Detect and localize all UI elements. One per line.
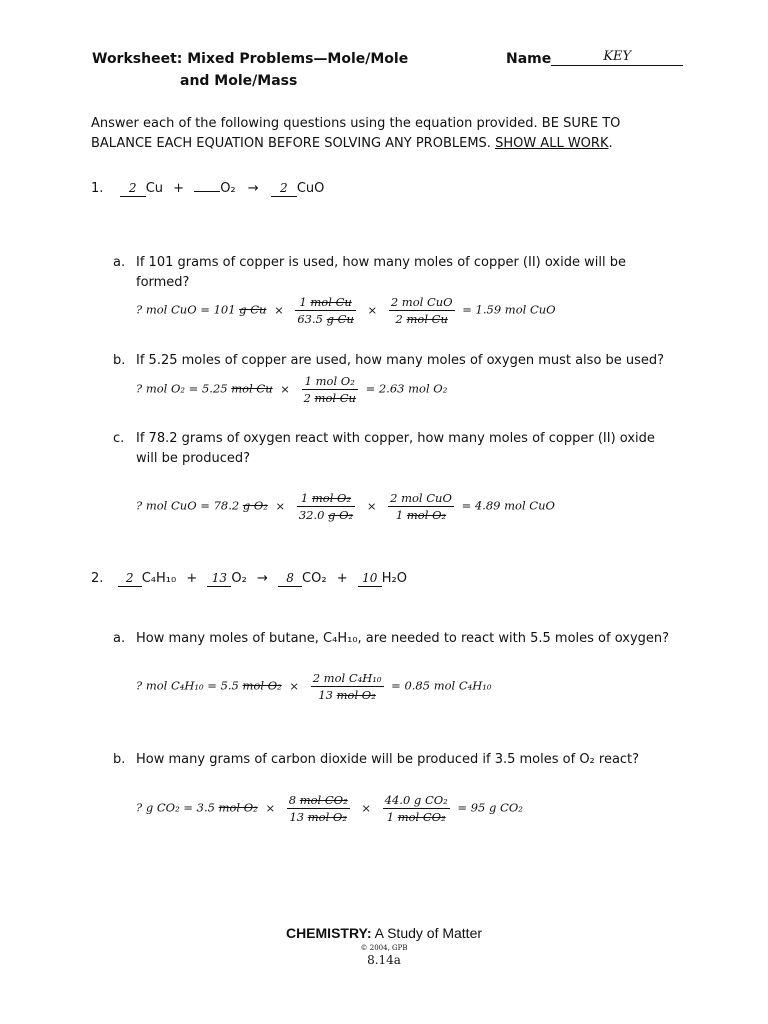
problem1a-label: a. bbox=[113, 255, 126, 270]
reaction-arrow-icon: → bbox=[247, 181, 259, 196]
problem1b-question-line1: If 5.25 moles of copper are used, how many moles of oxygen must also be used? bbox=[136, 353, 665, 368]
problem1-number: 1. bbox=[91, 181, 104, 196]
worksheet-title-line1: Worksheet: Mixed Problems—Mole/Mole bbox=[92, 51, 409, 67]
problem1a-question-line1: If 101 grams of copper is used, how many moles of copper (II) oxide will be bbox=[136, 255, 626, 270]
problem1b-solution: ? mol O₂ = 5.25 mol Cu × $\frac{\text{1 mol O₂}}{\text{2 mol Cu}}$ = 2.63 mol O₂ bbox=[136, 374, 448, 405]
problem2b-result: = 95 g CO₂ bbox=[457, 800, 523, 815]
problem1b-result: = 2.63 mol O₂ bbox=[365, 381, 448, 396]
problem2-equation: 2. 2 C₄H₁₀ + 13 O₂ → 8 CO₂ + 10 H₂O bbox=[91, 571, 407, 586]
problem1-coef-cuo: 2 bbox=[271, 181, 297, 197]
problem2-coef-butane: 2 bbox=[118, 571, 142, 587]
problem2a-factor1: $\frac{\text{2 mol C₄H₁₀}}{\text{13 mol O₂}}$ bbox=[312, 671, 382, 702]
problem1c-label: c. bbox=[113, 431, 125, 446]
problem2b-factor1: $\frac{\text{8 mol CO₂}}{\text{13 mol O₂}}$ bbox=[288, 793, 348, 824]
problem1b-factor1: $\frac{\text{1 mol O₂}}{\text{2 mol Cu}}$ bbox=[303, 374, 356, 405]
problem1c-solution: ? mol CuO = 78.2 g O₂ × $\frac{\text{1 mol O₂}}{\text{32.0 g O₂}}$ × $\frac{\text{2 mol CuO}}{\text{1 mol O₂}}$ = 4.89 mol CuO bbox=[136, 491, 555, 522]
footer-brand: CHEMISTRY: A Study of Matter bbox=[285, 925, 483, 941]
worksheet-title-line2: and Mole/Mass bbox=[180, 73, 298, 89]
problem1b-label: b. bbox=[113, 353, 126, 368]
name-value: KEY bbox=[551, 50, 683, 66]
problem1c-question-line1: If 78.2 grams of oxygen react with copper, how many moles of copper (II) oxide bbox=[136, 431, 655, 446]
problem1a-factor1: $\frac{\text{1 mol Cu}}{\text{63.5 g Cu}}$ bbox=[297, 295, 354, 326]
show-all-work-emphasis: SHOW ALL WORK bbox=[495, 136, 609, 151]
reaction-arrow-icon: → bbox=[256, 571, 268, 586]
problem1c-factor2: $\frac{\text{2 mol CuO}}{\text{1 mol O₂}}$ bbox=[390, 491, 452, 522]
problem2a-solution: ? mol C₄H₁₀ = 5.5 mol O₂ × $\frac{\text{2 mol C₄H₁₀}}{\text{13 mol O₂}}$ = 0.85 mol C₄H₁₀ bbox=[136, 671, 492, 702]
problem2-coef-h2o: 10 bbox=[358, 571, 382, 587]
problem1a-question-line2: formed? bbox=[136, 275, 190, 290]
problem2a-label: a. bbox=[113, 631, 126, 646]
problem1-coef-o2 bbox=[194, 176, 220, 192]
problem2b-solution: ? g CO₂ = 3.5 mol O₂ × $\frac{\text{8 mol CO₂}}{\text{13 mol O₂}}$ × $\frac{\text{44.0 g CO₂}}{\text{1 mol CO₂}}$ = 95 g CO₂ bbox=[136, 793, 523, 824]
problem1c-result: = 4.89 mol CuO bbox=[461, 498, 555, 513]
problem1a-result: = 1.59 mol CuO bbox=[462, 302, 556, 317]
instructions-line2: BALANCE EACH EQUATION BEFORE SOLVING ANY PROBLEMS. SHOW ALL WORK. bbox=[91, 136, 613, 151]
problem2b-question-line1: How many grams of carbon dioxide will be produced if 3.5 moles of O₂ react? bbox=[136, 752, 640, 767]
page-number: 8.14a bbox=[367, 953, 401, 967]
instructions-line1: Answer each of the following questions using the equation provided. BE SURE TO bbox=[91, 116, 621, 131]
problem1c-question-line2: will be produced? bbox=[136, 451, 251, 466]
problem1-coef-cu: 2 bbox=[120, 181, 146, 197]
footer-copyright: © 2004, GPB bbox=[360, 944, 408, 952]
problem1a-factor2: $\frac{\text{2 mol CuO}}{\text{2 mol Cu}}$ bbox=[390, 295, 453, 326]
problem1a-solution: ? mol CuO = 101 g Cu × $\frac{\text{1 mol Cu}}{\text{63.5 g Cu}}$ × $\frac{\text{2 mol CuO}}{\text{2 mol Cu}}$ = 1.59 mol CuO bbox=[136, 295, 556, 326]
problem2-coef-co2: 8 bbox=[278, 571, 302, 587]
problem2-coef-o2: 13 bbox=[207, 571, 231, 587]
problem2b-label: b. bbox=[113, 752, 126, 767]
problem2b-factor2: $\frac{\text{44.0 g CO₂}}{\text{1 mol CO₂}}$ bbox=[384, 793, 448, 824]
problem1c-factor1: $\frac{\text{1 mol O₂}}{\text{32.0 g O₂}}$ bbox=[298, 491, 354, 522]
problem2a-question-line1: How many moles of butane, C₄H₁₀, are needed to react with 5.5 moles of oxygen? bbox=[136, 631, 670, 646]
name-label: Name bbox=[506, 51, 552, 67]
problem2a-result: = 0.85 mol C₄H₁₀ bbox=[391, 678, 492, 693]
problem1-equation: 1. 2 Cu + O₂ → 2 CuO bbox=[91, 176, 324, 197]
name-field bbox=[506, 48, 683, 70]
problem2-number: 2. bbox=[91, 571, 104, 586]
